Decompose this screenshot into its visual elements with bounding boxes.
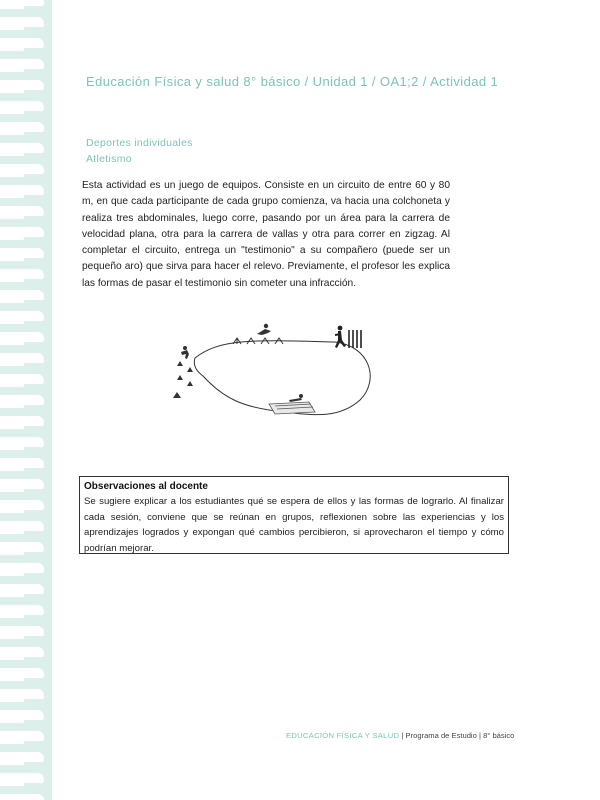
teacher-notes-text: Se sugiere explicar a los estudiantes qué se espera de ellos y las formas de lograrlo. Al finalizar cada sesión, conviene que se reúnan en grupos, reflexionen sobre las experiencias y los aprendizajes logrados y expongan qué cambios percibieron, si aprovecharon el tiempo y cómo podrían mejorar. <box>84 496 504 554</box>
page-header: Educación Física y salud 8° básico / Unidad 1 / OA1;2 / Actividad 1 <box>86 74 499 89</box>
jumper-icon <box>257 324 271 335</box>
team-queue-icon <box>349 330 361 348</box>
mat-icon <box>269 402 315 414</box>
footer-subject: EDUCACIÓN FÍSICA Y SALUD <box>286 731 400 740</box>
footer-grade: 8° básico <box>483 731 515 740</box>
decorative-left-strip <box>0 0 52 800</box>
zigzag-cones-icon <box>173 361 193 398</box>
runner-icon <box>335 326 346 348</box>
page-footer <box>286 731 514 740</box>
section-line-1: Deportes individuales <box>86 137 193 149</box>
activity-description: Esta actividad es un juego de equipos. Consiste en un circuito de entre 60 y 80 m, en que cada participante de cada grupo comienza, va hacia una colchoneta y realiza tres abdominales, luego corre, pasando por un área para la carrera de velocidad plana, otra para la carrera de vallas y otra para correr en zigzag. Al completar el circuito, entrega un "testimonio" a su compañero (puede ser un pequeño aro) que sirva para hacer el relevo. Previamente, el profesor les explica las formas de pasar el testimonio sin cometer una infracción. <box>82 180 450 289</box>
sprinter-icon <box>181 346 189 359</box>
footer-program: Programa de Estudio <box>405 731 477 740</box>
footer-separator: | <box>401 731 404 740</box>
section-heading <box>86 135 193 167</box>
decorative-tile <box>0 794 44 800</box>
teacher-notes-title: Observaciones al docente <box>84 481 208 492</box>
circuit-illustration <box>165 320 380 430</box>
footer-separator: | <box>478 731 481 740</box>
mat-athlete-icon <box>289 394 303 402</box>
teacher-notes-box <box>79 476 509 554</box>
section-line-2: Atletismo <box>86 153 132 165</box>
